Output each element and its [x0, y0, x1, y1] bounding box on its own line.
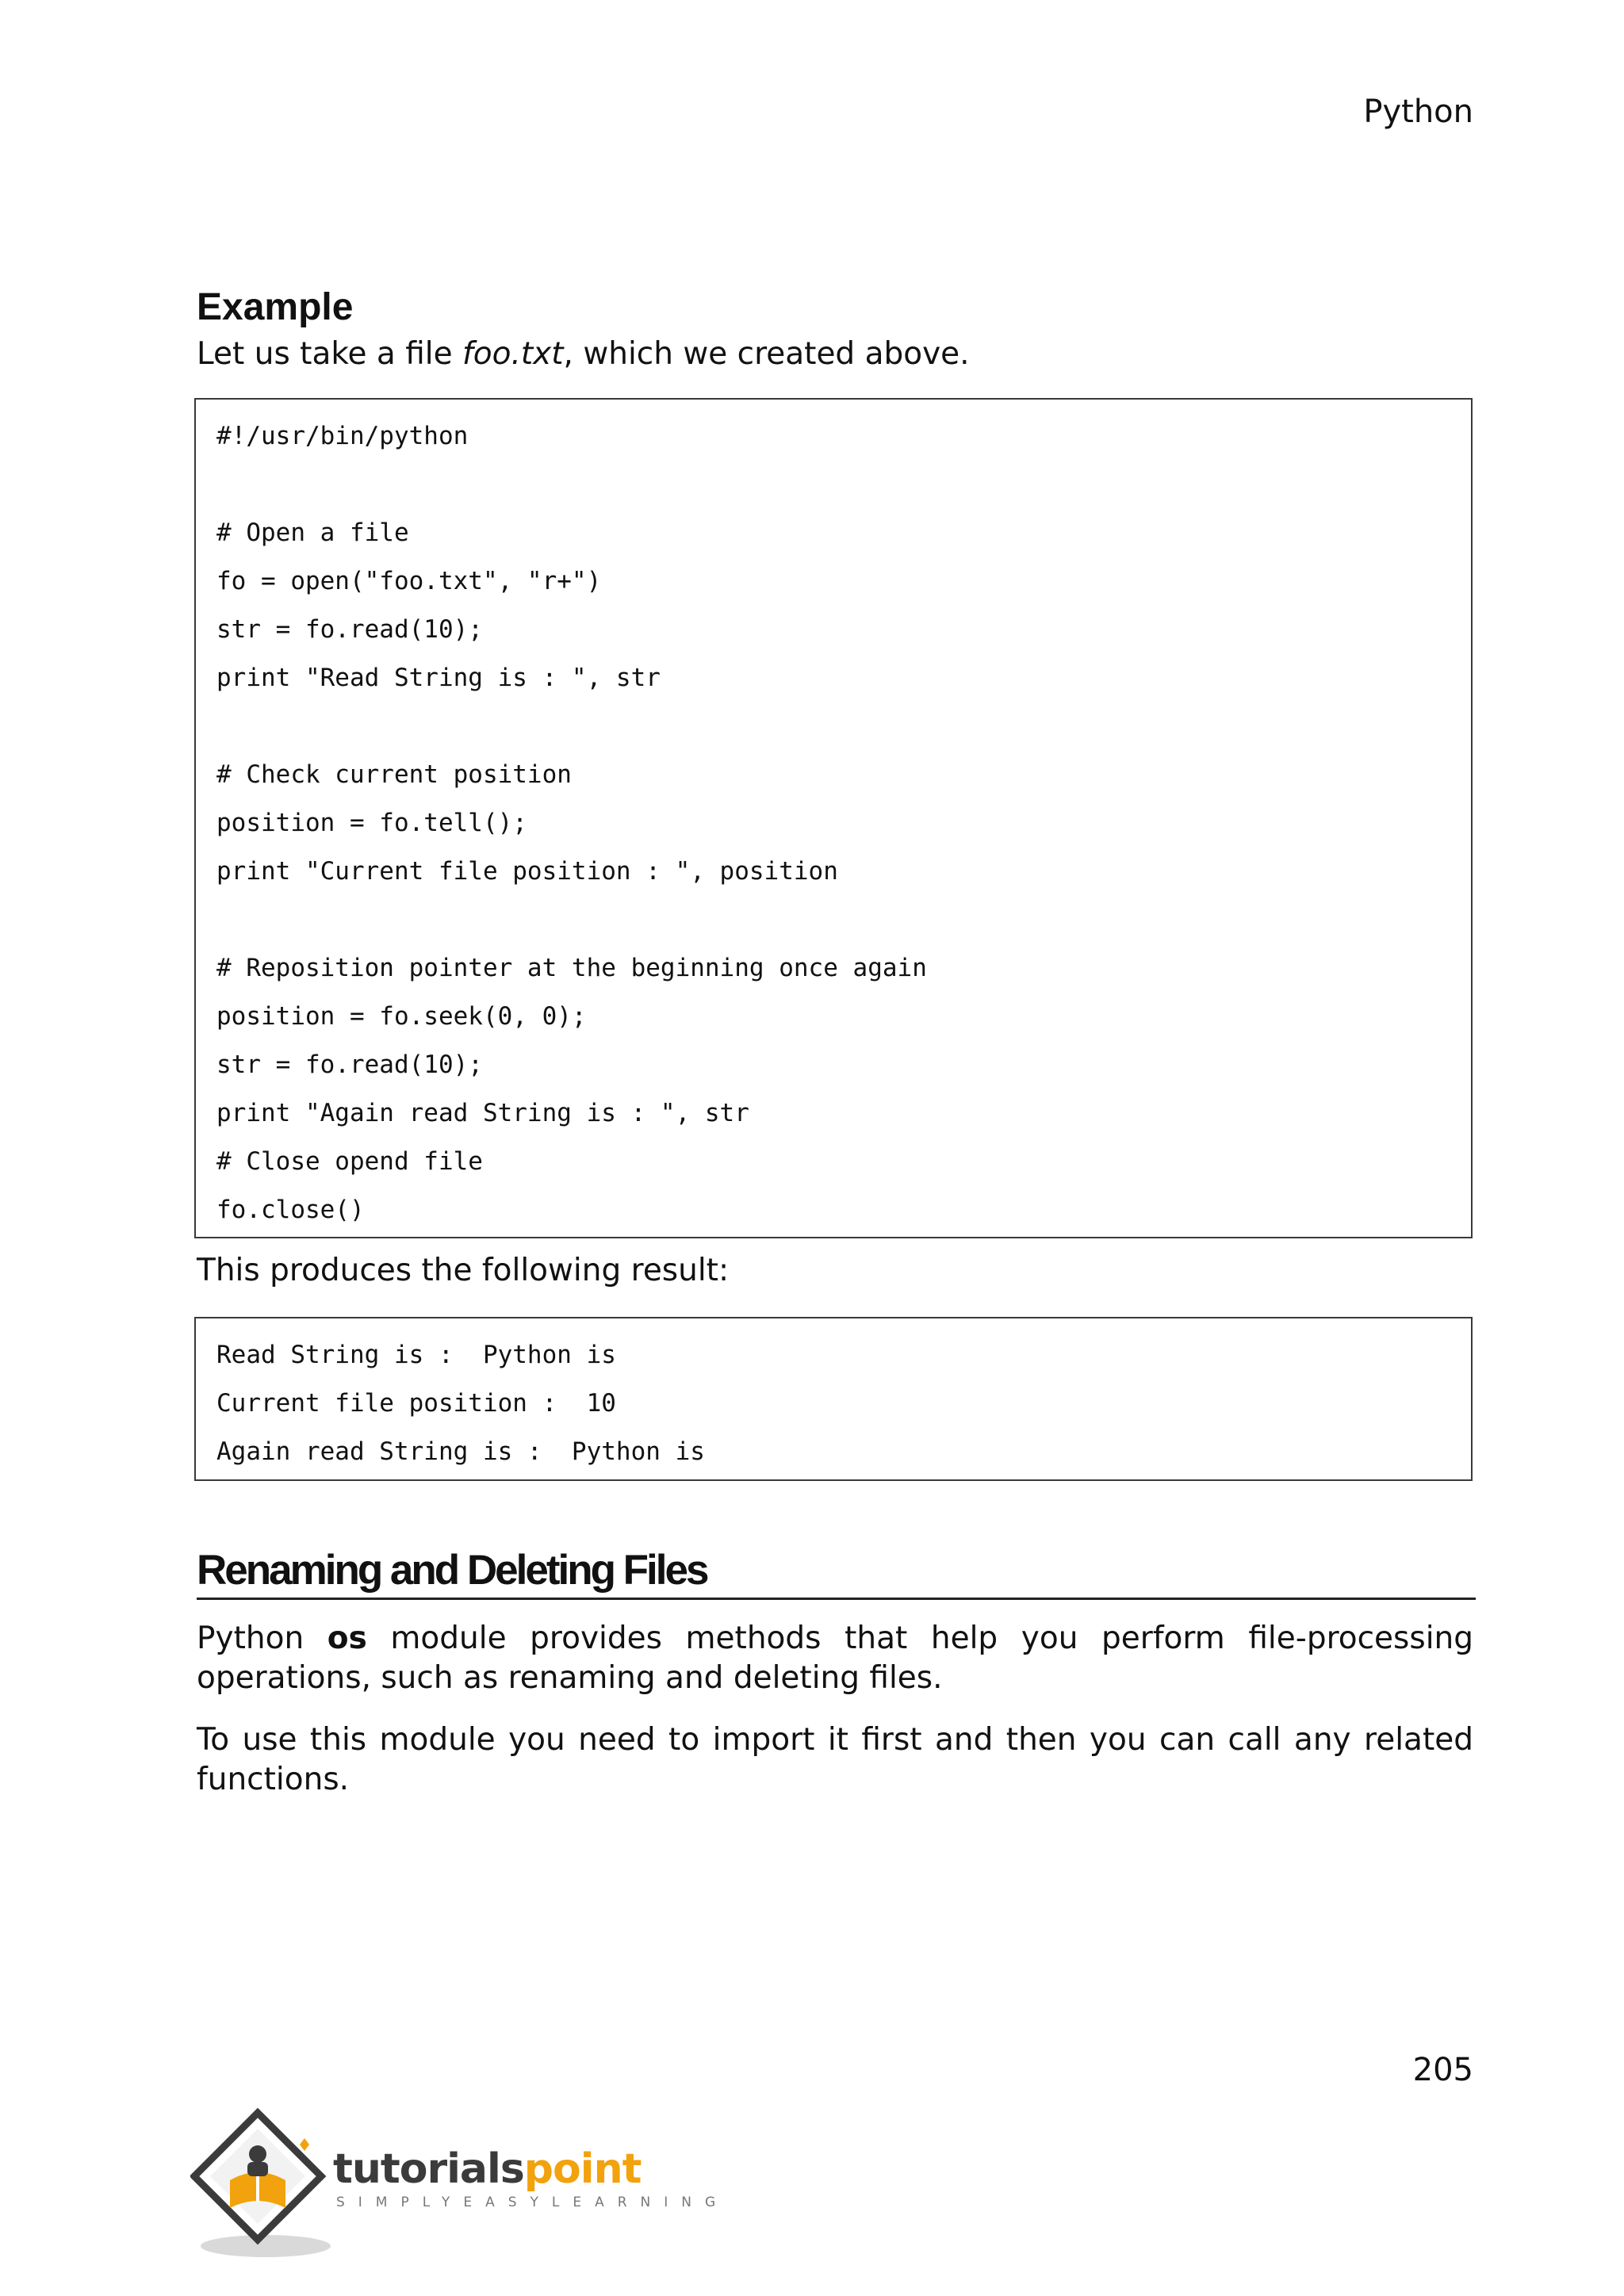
logo-wordmark [333, 2145, 641, 2193]
code-line: # Close opend file [216, 1147, 483, 1176]
code-line [216, 702, 1471, 751]
section-heading: Renaming and Deleting Files [197, 1546, 1476, 1600]
output-line: Again read String is : Python is [216, 1437, 705, 1466]
code-line: str = fo.read(10); [216, 615, 483, 644]
paragraph-os-module [197, 1619, 1473, 1698]
example-intro [197, 336, 970, 372]
result-lead-text: This produces the following result: [197, 1253, 730, 1288]
code-line: print "Again read String is : ", str [216, 1099, 749, 1127]
code-line: print "Current file position : ", position [216, 857, 838, 886]
intro-text-before: Let us take a file [197, 336, 463, 372]
example-heading: Example [197, 286, 354, 328]
output-line: Current file position : 10 [216, 1389, 616, 1418]
logo-accent: point [523, 2145, 642, 2193]
running-header: Python [1363, 94, 1473, 130]
os-keyword: os [327, 1621, 367, 1656]
code-line: fo = open("foo.txt", "r+") [216, 567, 602, 595]
paragraph-import: To use this module you need to import it first and then you can call any related functions. [197, 1722, 1473, 1797]
logo-main: tutorials [333, 2145, 524, 2193]
page-number: 205 [1412, 2052, 1473, 2088]
code-line: print "Read String is : ", str [216, 664, 661, 692]
logo-tagline: SIMPLYEASYLEARNING [336, 2195, 730, 2210]
code-line: # Check current position [216, 760, 572, 789]
para1-before: Python [197, 1621, 327, 1656]
code-line: str = fo.read(10); [216, 1050, 483, 1079]
code-line: position = fo.tell(); [216, 809, 527, 837]
code-line: position = fo.seek(0, 0); [216, 1002, 587, 1031]
code-line: # Open a file [216, 519, 409, 547]
code-block [194, 398, 1473, 1238]
code-line [216, 461, 1471, 509]
intro-text-after: , which we created above. [563, 336, 970, 372]
intro-filename: foo.txt [462, 336, 564, 372]
code-line: #!/usr/bin/python [216, 422, 469, 450]
code-line [216, 896, 1471, 944]
para1-after: module provides methods that help you perform file-processing operations, such as renaming and deleting files. [197, 1621, 1473, 1696]
output-line: Read String is : Python is [216, 1341, 616, 1369]
output-block [194, 1317, 1473, 1481]
code-line: fo.close() [216, 1196, 365, 1224]
code-line: # Reposition pointer at the beginning once again [216, 954, 927, 982]
